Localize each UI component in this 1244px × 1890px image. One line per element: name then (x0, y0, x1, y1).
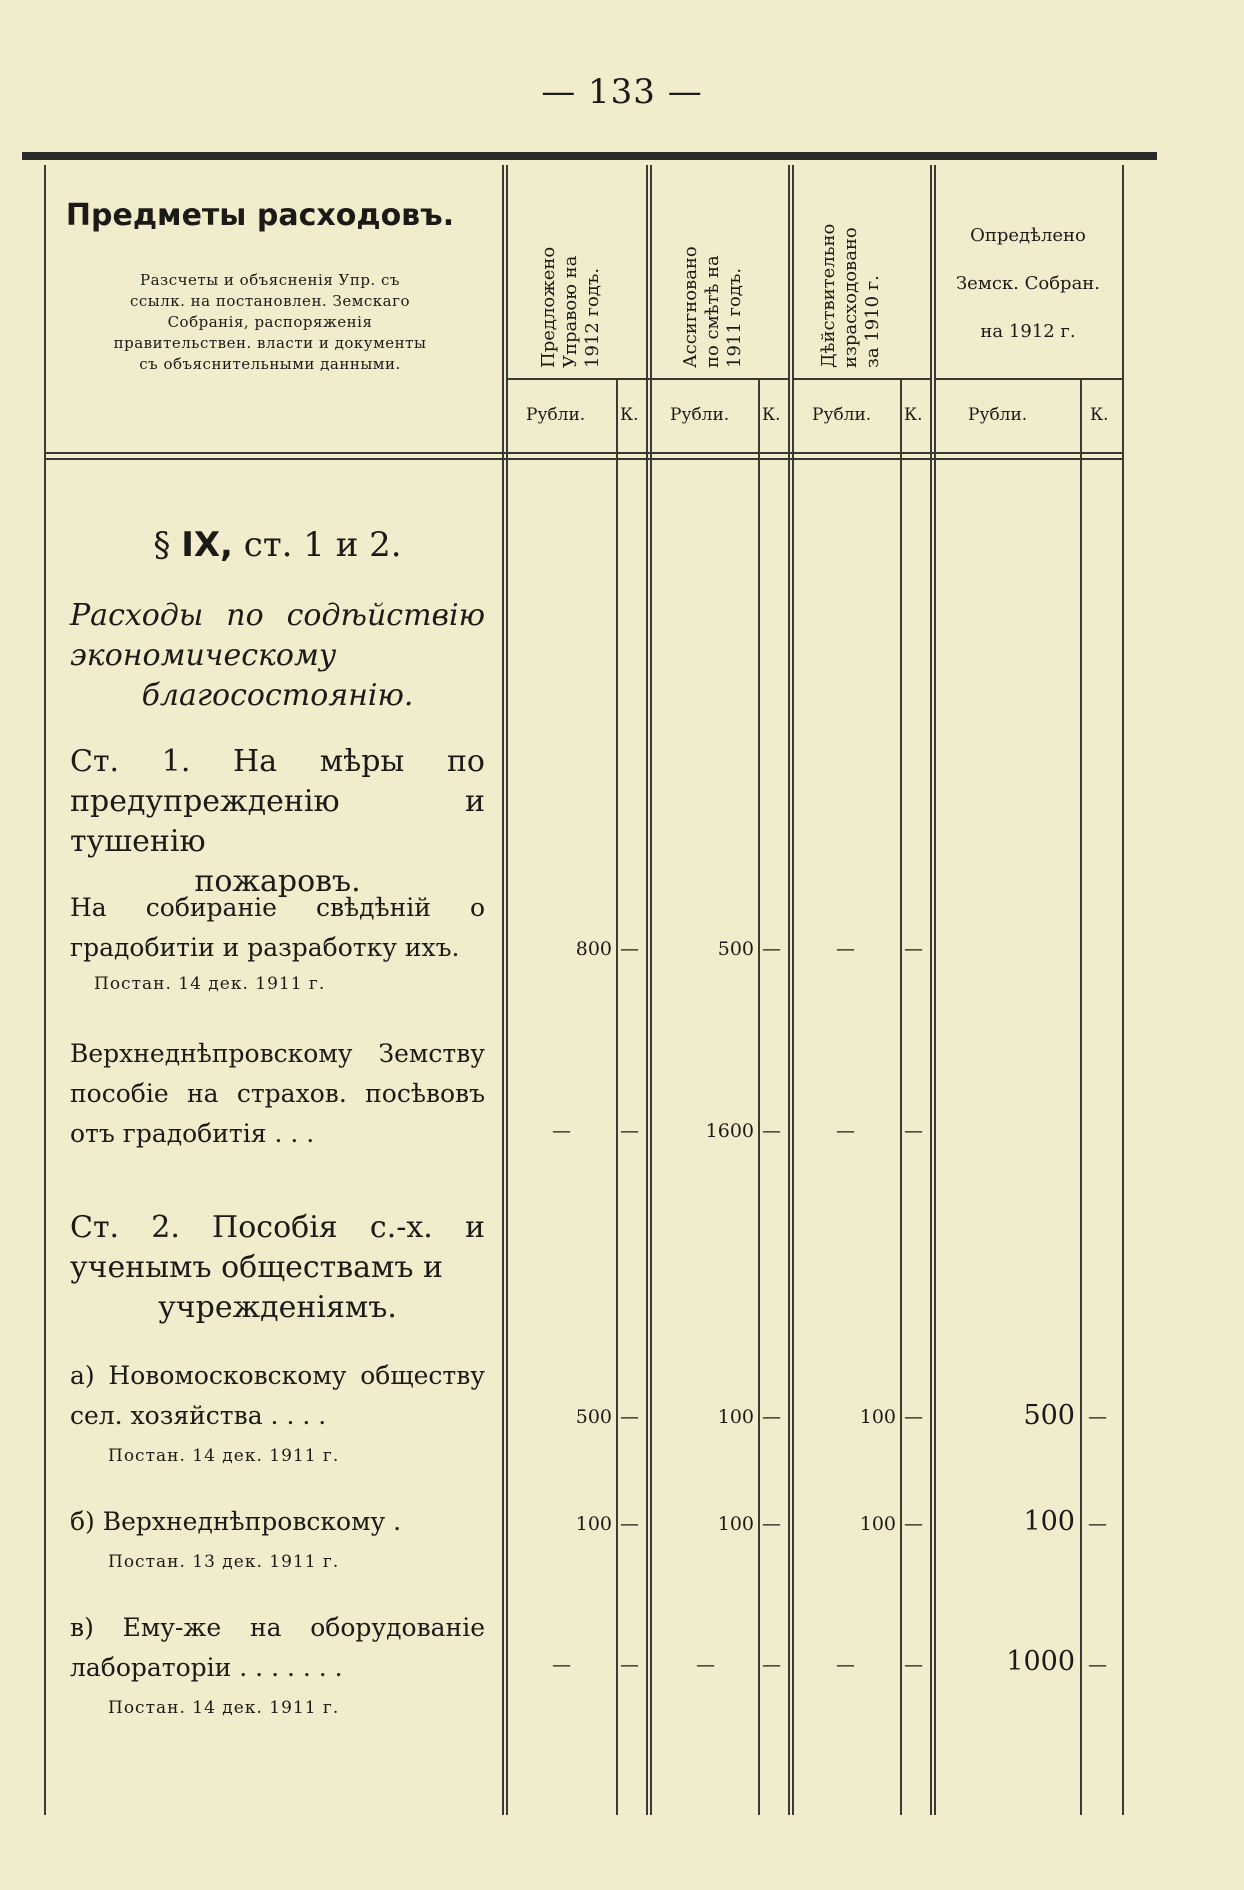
col-spent-header: Дѣйствительно израсходовано за 1910 г. (818, 223, 883, 368)
row-3-text: а) Новомосковскому обществу сел. хозяйства . . . . (70, 1361, 485, 1430)
unit-rub-2: Рубли. (670, 405, 730, 425)
col-proposed-header: Предложено Управою на 1912 годъ. (538, 246, 603, 368)
col-assigned-header: Ассигновано по смѣтѣ на 1911 годъ. (680, 246, 745, 368)
row-5-text: в) Ему-же на оборудованіе лабораторіи . . . . . . . (70, 1613, 485, 1682)
section-title: Расходы по содѣйствію экономическому благосостоянію. (70, 598, 485, 713)
row-4-text: б) Верхнеднѣпровскому . (70, 1507, 402, 1536)
row-2-text: Верхнеднѣпровскому Земству пособіе на страхов. посѣвовъ отъ градобитія . . . (70, 1039, 485, 1148)
paragraph-heading: § IX, ст. 1 и 2. (153, 525, 402, 565)
row-3-ref: Постан. 14 дек. 1911 г. (108, 1446, 340, 1466)
unit-rub-3: Рубли. (812, 405, 872, 425)
unit-rub-4: Рубли. (968, 405, 1028, 425)
top-rule (22, 152, 1157, 160)
unit-kop-3: К. (904, 405, 923, 425)
unit-rub-1: Рубли. (526, 405, 586, 425)
col-decided-header: Опредѣлено Земск. Собран. на 1912 г. (955, 225, 1101, 342)
row-4-ref: Постан. 13 дек. 1911 г. (108, 1552, 340, 1572)
row-1-ref: Постан. 14 дек. 1911 г. (94, 974, 326, 994)
article-1-heading: Ст. 1. На мѣры по предупрежденію и тушенію пожаровъ. (70, 744, 485, 899)
row-1-text: На собираніе свѣдѣній о градобитіи и разработку ихъ. (70, 893, 485, 962)
header-description: Разсчеты и объясненія Упр. съ ссылк. на постановлен. Земскаго Собранія, распоряженія правительствен. власти и документы съ объяснительными данными. (113, 271, 427, 373)
row-5-ref: Постан. 14 дек. 1911 г. (108, 1698, 340, 1718)
page-number: — 133 — (541, 72, 703, 112)
unit-kop-1: К. (620, 405, 639, 425)
article-2-heading: Ст. 2. Пособія с.-х. и ученымъ обществамъ и учрежденіямъ. (70, 1210, 485, 1325)
unit-kop-2: К. (762, 405, 781, 425)
unit-kop-4: К. (1090, 405, 1109, 425)
header-title: Предметы расходовъ. (65, 198, 455, 233)
